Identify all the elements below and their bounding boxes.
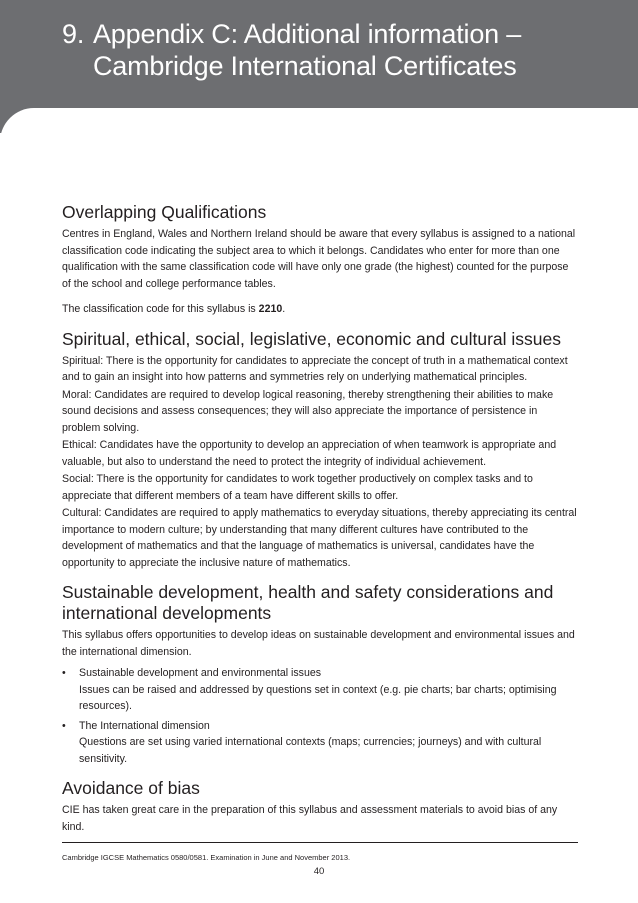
page-title	[62, 18, 521, 82]
bullet-icon: •	[62, 719, 66, 732]
footer-divider	[62, 842, 578, 843]
bullet-icon: •	[62, 667, 66, 679]
code-suffix: .	[282, 303, 286, 315]
sustainable-intro: This syllabus offers opportunities to develop ideas on sustainable development and environmental issues and the international dimension.	[62, 629, 575, 658]
list-item	[62, 718, 578, 768]
overlap-paragraph: Centres in England, Wales and Northern Ireland should be aware that every syllabus is assigned to a national classification code indicating the subject area to which it belongs. Candidates who enter for more than one qualification with the same classification code will have only one grade (the highest) counted for the purpose of the school and college performance tables.	[62, 228, 576, 290]
classification-code-line	[62, 301, 578, 318]
title-line-1: Appendix C: Additional information –	[93, 19, 522, 49]
title-line-2: Cambridge International Certificates	[93, 51, 517, 81]
cultural-paragraph: Cultural: Candidates are required to apply mathematics to everyday situations, thereby appreciating its central importance to modern culture; by understanding that many different cultures have contributed to the development of mathematics and that the language of mathematics is universal, candidates have the opportunity to appreciate the inclusive nature of mathematics.	[62, 507, 577, 569]
heading-overlapping: Overlapping Qualifications	[62, 202, 267, 222]
heading-spiritual: Spiritual, ethical, social, legislative, economic and cultural issues	[62, 328, 561, 349]
heading-bias: Avoidance of bias	[62, 778, 200, 798]
bullet-body: Questions are set using varied international contexts (maps; currencies; journeys) and with cultural sensitivity.	[79, 736, 542, 765]
footer-text: Cambridge IGCSE Mathematics 0580/0581. Examination in June and November 2013.	[62, 853, 351, 862]
header-curve	[0, 108, 638, 133]
moral-paragraph: Moral: Candidates are required to develop logical reasoning, thereby strengthening their abilities to make sound decisions and assess consequences; they will also appreciate the importance of persistence in problem solving.	[62, 388, 554, 434]
bias-paragraph: CIE has taken great care in the preparation of this syllabus and assessment materials to avoid bias of any kind.	[62, 804, 558, 833]
bullet-title: Sustainable development and environmental issues	[79, 667, 322, 679]
section-number: 9.	[62, 19, 85, 49]
bullet-body: Issues can be raised and addressed by questions set in context (e.g. pie charts; bar charts; optimising resources).	[79, 683, 557, 712]
sustainable-bullet-list	[62, 665, 578, 767]
page-number: 40	[313, 866, 325, 877]
bullet-title: The International dimension	[79, 719, 210, 732]
heading-sustainable: Sustainable development, health and safety considerations and international developments	[62, 582, 554, 623]
social-paragraph: Social: There is the opportunity for candidates to work together productively on complex tasks and to appreciate that different members of a team have different skills to offer.	[62, 473, 533, 502]
list-item	[62, 665, 578, 715]
classification-code: 2210	[258, 303, 283, 315]
spiritual-paragraph: Spiritual: There is the opportunity for candidates to appreciate the concept of truth in a mathematical context and to gain an insight into how patterns and symmetries rely on underlying mathematical principles.	[62, 354, 568, 383]
main-content	[62, 202, 578, 836]
code-prefix: The classification code for this syllabus is	[62, 303, 259, 315]
ethical-paragraph: Ethical: Candidates have the opportunity to develop an appreciation of when teamwork is appropriate and valuable, but also to understand the need to protect the integrity of individual achievement.	[62, 439, 557, 468]
